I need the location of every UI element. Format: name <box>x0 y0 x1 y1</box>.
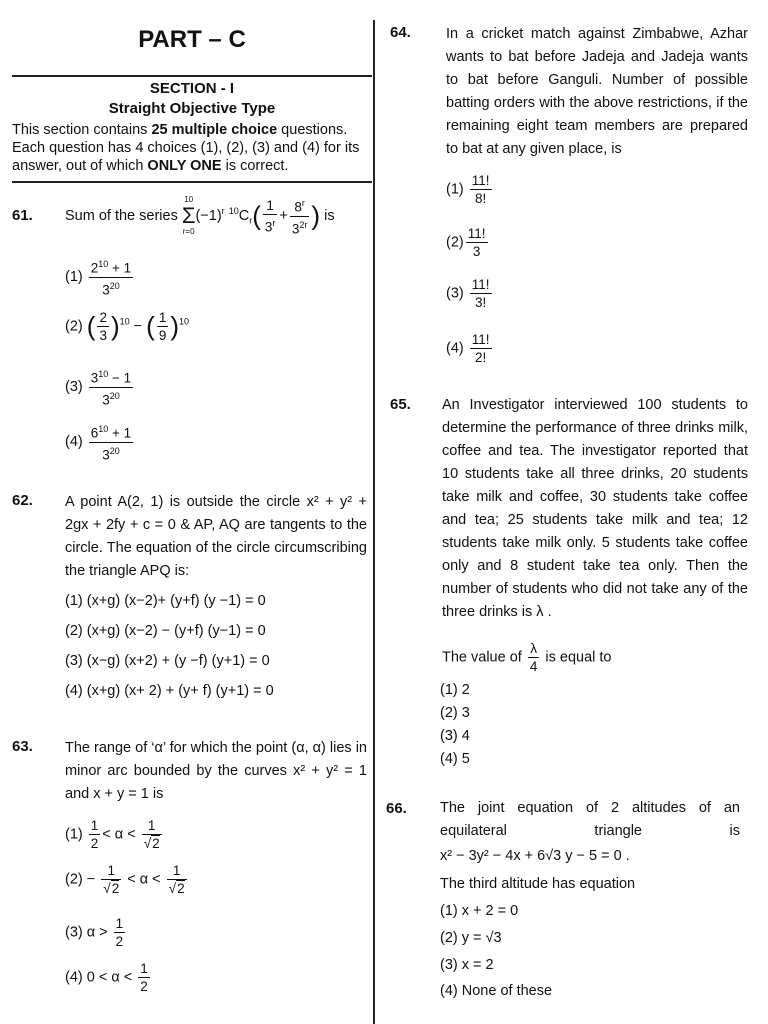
question-64-text: In a cricket match against Zimbabwe, Azhar wants to bat before Jadeja and Jadeja wants to bat before Ganguli. Number of possible batting orders with the above restrictions, if the remaining eight team members are prepared to bat at any given place, is <box>446 26 748 157</box>
divider <box>12 181 372 183</box>
option[interactable]: (1) $\frac{2^{10} + 1}{3^{20}}$ <box>65 256 135 298</box>
question-number: 63. <box>12 738 33 755</box>
question-66-text-2: The third altitude has equation <box>440 876 636 892</box>
option[interactable]: (1) x + 2 = 0 <box>440 903 519 919</box>
option[interactable]: (2) ( $\frac{2}{3}$ )$^{10}$ − ( $\frac{1}{9}$ )$^{10}$ <box>65 310 190 343</box>
option[interactable]: (2) y = √3 <box>440 930 502 946</box>
option[interactable]: (2) (x+g) (x−2) − (y+f) (y−1) = 0 <box>65 623 266 639</box>
question-63-text: The range of ‘α’ for which the point (α, α) lies in minor arc bounded by the curves x² + y² = 1 and x + y = 1 is <box>65 740 367 802</box>
question-number: 64. <box>390 24 411 41</box>
question-number: 65. <box>390 396 411 413</box>
option[interactable]: (2) 3 <box>440 705 470 721</box>
option[interactable]: (4) $\frac{6^{10} + 1}{3^{20}}$ <box>65 421 135 463</box>
option[interactable]: (3) x = 2 <box>440 957 494 973</box>
section-subtitle: Straight Objective Type <box>108 100 276 117</box>
option[interactable]: (1) $\frac{11!}{8!}$ <box>446 173 490 206</box>
question-61-text: Sum of the series 10 Σ r=0 $(-1)^r$ $^{10}C_r$( $\frac{1}{3^r}$ + $\frac{8^r}{3^{2r}}$ ) is <box>65 195 335 236</box>
option[interactable]: (4) 0 < α < $\frac{1}{2}$ <box>65 961 148 994</box>
question-62-text: A point A(2, 1) is outside the circle x² + y² + 2gx + 2fy + c = 0 & AP, AQ are tangents to the circle. The equation of the circle circumscribing the triangle APQ is: <box>65 494 367 579</box>
part-title: PART – C <box>138 26 246 53</box>
option[interactable]: (3) $\frac{3^{10} - 1}{3^{20}}$ <box>65 366 135 408</box>
option[interactable]: (2) − $\frac{1}{√2}$ < α < $\frac{1}{√2}$ <box>65 863 185 896</box>
divider <box>12 75 372 77</box>
option[interactable]: (1) (x+g) (x−2)+ (y+f) (y −1) = 0 <box>65 593 266 609</box>
option[interactable]: (3) $\frac{11!}{3!}$ <box>446 277 490 310</box>
question-number: 62. <box>12 492 33 509</box>
question-66-equation: x² − 3y² − 4x + 6√3 y − 5 = 0 . <box>440 848 630 864</box>
question-number: 66. <box>386 800 407 817</box>
question-66-text: The joint equation of 2 altitudes of an equilateral triangle is <box>440 800 740 839</box>
option[interactable]: (4) (x+g) (x+ 2) + (y+ f) (y+1) = 0 <box>65 683 274 699</box>
option[interactable]: (2) $\frac{11!}{3}$ <box>446 226 486 259</box>
option[interactable]: (3) 4 <box>440 728 470 744</box>
option[interactable]: (3) (x−g) (x+2) + (y −f) (y+1) = 0 <box>65 653 270 669</box>
section-title: SECTION - I <box>149 80 235 97</box>
option[interactable]: (1) 2 <box>440 682 470 698</box>
option[interactable]: (4) None of these <box>440 983 553 999</box>
option[interactable]: (4) $\frac{11!}{2!}$ <box>446 332 490 365</box>
option[interactable]: (4) 5 <box>440 751 470 767</box>
question-65-text: An Investigator interviewed 100 students to determine the performance of three drinks milk, coffee and tea. The investigator reported that 10 students take all three drinks, 20 students take milk and coffee, 30 students take coffee and tea; 25 students take milk and tea; 12 students take milk only. 5 students take coffee only and 8 student take tea only. Then the number of students who did not take any of the three drinks is λ . <box>442 397 748 620</box>
option[interactable]: (1) $\frac{1}{2}$ < α < $\frac{1}{√2}$ <box>65 818 160 851</box>
option[interactable]: (3) α > $\frac{1}{2}$ <box>65 916 124 949</box>
section-intro: This section contains 25 multiple choice questions. Each question has 4 choices (1), (2), (3) and (4) for its answer, out of which ONLY ONE is correct. <box>12 122 360 174</box>
question-number: 61. <box>12 207 33 224</box>
question-65-prompt: The value of $\frac{\lambda}{4}$ is equal to <box>442 641 612 674</box>
